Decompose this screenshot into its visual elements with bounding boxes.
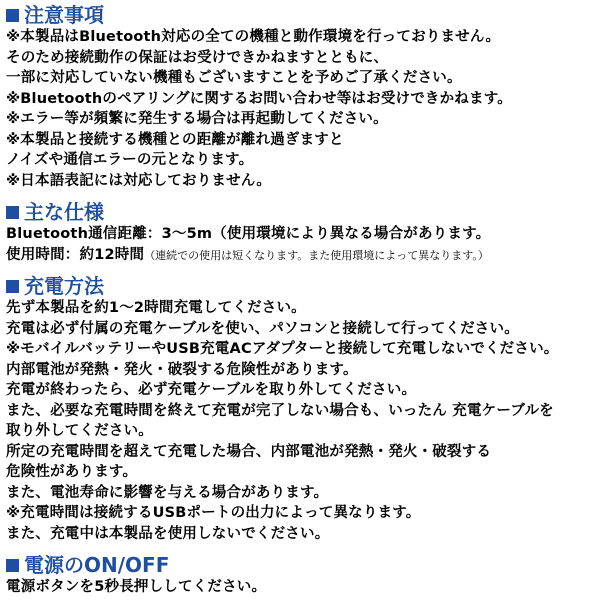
text-line: ※充電時間は接続するUSBポートの出力によって異なります。 bbox=[6, 505, 421, 521]
text-line: 電源ボタンを5秒長押ししてください。 bbox=[6, 579, 267, 595]
text-line: 一部に対応していない機種もございますことを予めご了承ください。 bbox=[6, 70, 462, 86]
square-bullet-icon bbox=[6, 206, 19, 219]
text-line: 所定の充電時間を超えて充電した場合、内部電池が発熱・発火・破裂する bbox=[6, 443, 492, 460]
text-line: また、電池寿命に影響を与える場合があります。 bbox=[6, 484, 329, 501]
section-heading bbox=[6, 553, 600, 577]
section-title: 充電方法 bbox=[24, 274, 104, 298]
section-title: 注意事項 bbox=[24, 3, 104, 27]
section-heading bbox=[6, 3, 600, 27]
text-line: ※Bluetoothのペアリングに関するお問い合わせ等はお受けできかねます。 bbox=[6, 90, 512, 107]
section-heading bbox=[6, 200, 600, 224]
text-line: また、必要な充電時間を終えて充電が完了しない場合も、いったん 充電ケーブルを bbox=[6, 402, 554, 419]
section-charging bbox=[6, 274, 600, 544]
text-line: 危険性があります。 bbox=[6, 464, 138, 480]
text-line: 充電は必ず付属の充電ケーブルを使い、パソコンと接続して行ってください。 bbox=[6, 320, 519, 337]
spec-usage-time: 使用時間：約12時間 bbox=[6, 246, 145, 263]
section-power bbox=[6, 553, 600, 598]
section-title: 電源のON/OFF bbox=[24, 553, 170, 577]
text-line: また、充電中は本製品を使用しないでください。 bbox=[6, 525, 330, 542]
text-line: ※本製品と接続する機種との距離が離れ過ぎますと bbox=[6, 131, 344, 148]
square-bullet-icon bbox=[6, 280, 19, 293]
spec-usage-note: （連続での使用は短くなります。また使用環境によって異なります。） bbox=[144, 248, 489, 262]
text-line: ※日本語表記には対応しておりません。 bbox=[6, 172, 272, 189]
text-line: ※エラー等が頻繁に発生する場合は再起動してください。 bbox=[6, 111, 388, 127]
spec-range-line: Bluetooth通信距離：3〜5m（使用環境により異なる場合があります。 bbox=[6, 226, 491, 242]
text-line: ※モバイルバッテリーやUSB充電ACアダプターと接続して充電しないでください。 bbox=[6, 341, 559, 357]
text-line: 充電が終わったら、必ず充電ケーブルを取り外してください。 bbox=[6, 382, 417, 398]
text-line: 先ず本製品を約1〜2時間充電してください。 bbox=[6, 300, 306, 316]
text-line: 内部電池が発熱・発火・破裂する危険性があります。 bbox=[6, 361, 358, 378]
text-line: 取り外してください。 bbox=[6, 423, 153, 439]
text-line: そのため接続動作の保証はお受けできかねますとともに、 bbox=[6, 49, 389, 66]
text-line: ※本製品はBluetooth対応の全ての機種と動作環境を行っておりません。 bbox=[6, 29, 501, 45]
section-heading bbox=[6, 274, 600, 298]
square-bullet-icon bbox=[6, 9, 19, 22]
section-specifications bbox=[6, 200, 600, 265]
section-precautions bbox=[6, 3, 600, 191]
square-bullet-icon bbox=[6, 559, 19, 572]
text-line: ノイズや通信エラーの元となります。 bbox=[6, 152, 254, 168]
spec-usage-time-line bbox=[6, 245, 600, 266]
section-title: 主な仕様 bbox=[24, 200, 104, 224]
